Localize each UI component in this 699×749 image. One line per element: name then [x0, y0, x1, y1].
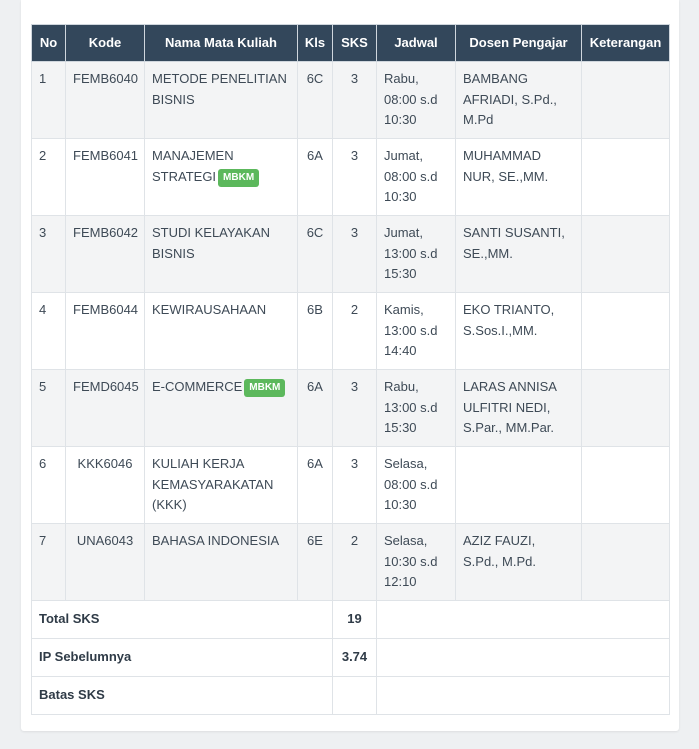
course-code-cell: [66, 447, 145, 524]
course-name: KEWIRAUSAHAAN: [152, 302, 267, 317]
course-sks: 3: [350, 148, 359, 163]
course-code: FEMD6045: [73, 379, 139, 394]
header-kode: Kode: [66, 25, 145, 62]
course-no: 1: [39, 71, 47, 86]
course-code-cell: [66, 139, 145, 216]
summary-row: [32, 601, 670, 639]
course-schedule: Jumat, 13:00 s.d 15:30: [384, 225, 438, 281]
course-sks-cell: [333, 62, 377, 139]
course-note-cell: [582, 447, 670, 524]
course-no-cell: [32, 447, 66, 524]
course-note-cell: [582, 216, 670, 293]
course-note-cell: [582, 524, 670, 601]
table-header-row: [32, 25, 670, 62]
course-name-cell: [145, 62, 298, 139]
course-no: 4: [39, 302, 47, 317]
course-lecturer: BAMBANG AFRIADI, S.Pd., M.Pd: [463, 71, 557, 127]
krs-card: [21, 0, 679, 731]
table-row: [32, 447, 670, 524]
header-nama-mata-kuliah: Nama Mata Kuliah: [145, 25, 298, 62]
course-schedule-cell: [377, 139, 456, 216]
mbkm-badge: MBKM: [218, 169, 259, 187]
table-row: [32, 139, 670, 216]
course-schedule: Rabu, 08:00 s.d 10:30: [384, 71, 438, 127]
course-name: KULIAH KERJA KEMASYARAKATAN (KKK): [152, 456, 274, 512]
course-code-cell: [66, 216, 145, 293]
course-code: FEMB6040: [73, 71, 139, 86]
course-no: 6: [39, 456, 47, 471]
course-lecturer: LARAS ANNISA ULFITRI NEDI, S.Par., MM.Par.: [463, 379, 557, 435]
course-schedule: Jumat, 08:00 s.d 10:30: [384, 148, 438, 204]
course-name-cell: [145, 293, 298, 370]
course-class: 6C: [306, 225, 324, 240]
course-no-cell: [32, 293, 66, 370]
course-sks: 3: [350, 225, 359, 240]
summary-empty-cell: [377, 677, 670, 715]
table-row: [32, 216, 670, 293]
course-sks: 3: [350, 379, 359, 394]
course-name-cell: [145, 524, 298, 601]
course-lecturer-cell: [456, 216, 582, 293]
course-note-cell: [582, 139, 670, 216]
course-code: FEMB6044: [73, 302, 139, 317]
summary-empty-cell: [377, 639, 670, 677]
course-sks: 2: [350, 533, 359, 548]
summary-label: IP Sebelumnya: [32, 639, 333, 677]
header-sks: SKS: [333, 25, 377, 62]
course-schedule: Rabu, 13:00 s.d 15:30: [384, 379, 438, 435]
course-lecturer-cell: [456, 447, 582, 524]
course-lecturer-cell: [456, 524, 582, 601]
course-class-cell: [298, 62, 333, 139]
course-sks-cell: [333, 293, 377, 370]
course-sks: 3: [350, 456, 359, 471]
course-lecturer-cell: [456, 139, 582, 216]
header-kls: Kls: [298, 25, 333, 62]
header-no: No: [32, 25, 66, 62]
course-class-cell: [298, 293, 333, 370]
table-row: [32, 524, 670, 601]
course-lecturer: SANTI SUSANTI, SE.,MM.: [463, 225, 565, 261]
course-code-cell: [66, 370, 145, 447]
course-class: 6E: [307, 533, 323, 548]
course-note-cell: [582, 370, 670, 447]
course-class-cell: [298, 524, 333, 601]
course-class: 6A: [307, 456, 323, 471]
course-class: 6B: [307, 302, 323, 317]
course-lecturer: AZIZ FAUZI, S.Pd., M.Pd.: [463, 533, 536, 569]
course-no: 2: [39, 148, 47, 163]
course-table: [31, 24, 670, 715]
course-sks-cell: [333, 447, 377, 524]
table-row: [32, 62, 670, 139]
course-name: METODE PENELITIAN BISNIS: [152, 71, 287, 107]
course-note-cell: [582, 293, 670, 370]
course-name-cell: [145, 370, 298, 447]
course-no-cell: [32, 370, 66, 447]
course-name: BAHASA INDONESIA: [152, 533, 280, 548]
table-row: [32, 370, 670, 447]
course-code-cell: [66, 293, 145, 370]
table-row: [32, 293, 670, 370]
course-name-cell: [145, 139, 298, 216]
course-code: UNA6043: [76, 533, 134, 548]
header-jadwal: Jadwal: [377, 25, 456, 62]
course-name: E-COMMERCE: [152, 379, 243, 394]
course-class: 6C: [306, 71, 324, 86]
course-schedule: Selasa, 08:00 s.d 10:30: [384, 456, 438, 512]
summary-empty-cell: [377, 601, 670, 639]
summary-value: 19: [333, 601, 377, 639]
course-no-cell: [32, 62, 66, 139]
course-name-cell: [145, 216, 298, 293]
course-no: 5: [39, 379, 47, 394]
course-no: 3: [39, 225, 47, 240]
course-no: 7: [39, 533, 47, 548]
summary-row: [32, 639, 670, 677]
course-class-cell: [298, 139, 333, 216]
summary-value: [333, 677, 377, 715]
course-sks: 3: [350, 71, 359, 86]
course-schedule: Kamis, 13:00 s.d 14:40: [384, 302, 438, 358]
course-lecturer: EKO TRIANTO, S.Sos.I.,MM.: [463, 302, 555, 338]
course-lecturer-cell: [456, 370, 582, 447]
course-lecturer-cell: [456, 62, 582, 139]
course-sks-cell: [333, 216, 377, 293]
course-class: 6A: [307, 379, 323, 394]
course-sks-cell: [333, 139, 377, 216]
course-lecturer-cell: [456, 293, 582, 370]
course-name-cell: [145, 447, 298, 524]
course-name: MANAJEMEN STRATEGI: [152, 148, 234, 184]
course-lecturer: MUHAMMAD NUR, SE.,MM.: [463, 148, 549, 184]
course-no-cell: [32, 524, 66, 601]
course-code: FEMB6042: [73, 225, 139, 240]
header-dosen-pengajar: Dosen Pengajar: [456, 25, 582, 62]
course-schedule-cell: [377, 216, 456, 293]
course-schedule-cell: [377, 370, 456, 447]
course-code-cell: [66, 524, 145, 601]
course-schedule-cell: [377, 447, 456, 524]
course-code-cell: [66, 62, 145, 139]
course-class-cell: [298, 447, 333, 524]
summary-value: 3.74: [333, 639, 377, 677]
summary-row: [32, 677, 670, 715]
course-schedule-cell: [377, 293, 456, 370]
course-code: FEMB6041: [73, 148, 139, 163]
course-no-cell: [32, 216, 66, 293]
mbkm-badge: MBKM: [244, 379, 285, 397]
course-name: STUDI KELAYAKAN BISNIS: [152, 225, 270, 261]
course-schedule: Selasa, 10:30 s.d 12:10: [384, 533, 438, 589]
course-code: KKK6046: [77, 456, 133, 471]
course-schedule-cell: [377, 62, 456, 139]
course-sks-cell: [333, 370, 377, 447]
summary-label: Batas SKS: [32, 677, 333, 715]
course-schedule-cell: [377, 524, 456, 601]
course-sks-cell: [333, 524, 377, 601]
course-class: 6A: [307, 148, 323, 163]
course-note-cell: [582, 62, 670, 139]
header-keterangan: Keterangan: [582, 25, 670, 62]
course-class-cell: [298, 216, 333, 293]
course-class-cell: [298, 370, 333, 447]
course-no-cell: [32, 139, 66, 216]
summary-label: Total SKS: [32, 601, 333, 639]
course-sks: 2: [350, 302, 359, 317]
